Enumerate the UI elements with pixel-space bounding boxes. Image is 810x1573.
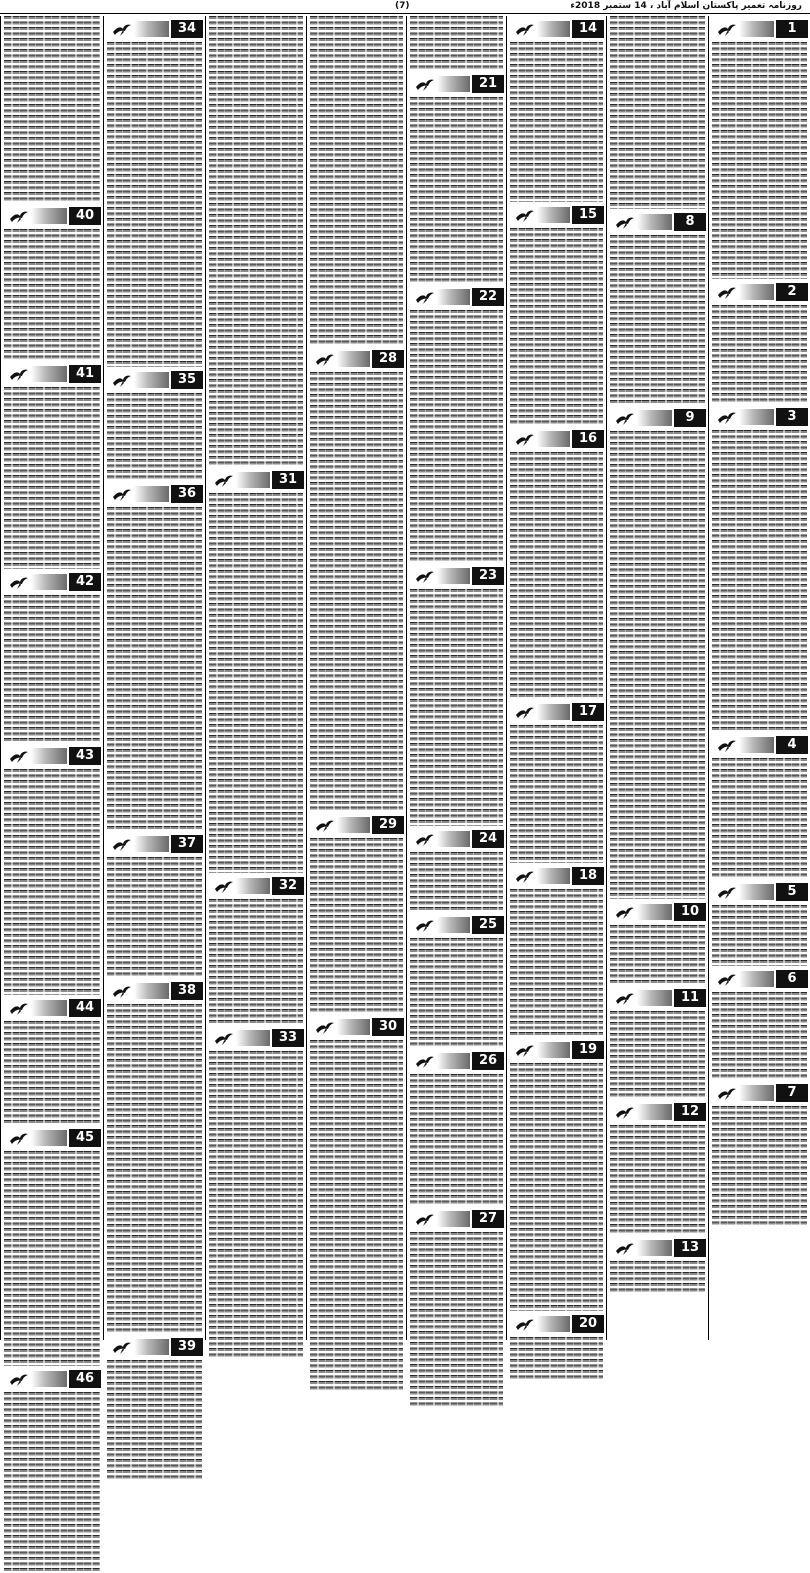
header-gradient-bar (637, 1104, 672, 1120)
section-header (609, 1102, 706, 1122)
section-header (208, 470, 304, 490)
section-header (106, 981, 203, 1001)
section-header (409, 915, 504, 935)
section-header (609, 902, 706, 922)
section-number: 44 (69, 999, 101, 1017)
section-number: 15 (572, 206, 604, 224)
bird-ornament-icon (112, 22, 132, 36)
header-gradient-bar (437, 1211, 470, 1227)
bird-ornament-icon (415, 290, 435, 304)
section-header (409, 1209, 504, 1229)
article-text-block (410, 310, 503, 563)
header-gradient-bar (739, 21, 774, 37)
section-number: 46 (69, 1370, 101, 1388)
section-number: 22 (472, 288, 504, 306)
column-8 (708, 16, 810, 1340)
section-number: 43 (69, 747, 101, 765)
header-gradient-bar (537, 1042, 570, 1058)
article-text-block (107, 393, 202, 481)
newspaper-title: روزنامہ تعمیر پاکستان اسلام آباد ، 14 ستمبر 2018ء (570, 1, 802, 11)
section-header (609, 408, 706, 428)
section-header (3, 364, 101, 384)
article-text-block (712, 905, 807, 966)
section-number: 41 (69, 365, 101, 383)
section-header (106, 370, 203, 390)
bird-ornament-icon (515, 208, 535, 222)
header-gradient-bar (437, 917, 470, 933)
section-number: 27 (472, 1210, 504, 1228)
article-text-block (107, 507, 202, 832)
article-text-block (510, 228, 603, 426)
header-gradient-bar (739, 284, 774, 300)
article-text-block (310, 16, 403, 346)
bird-ornament-icon (717, 885, 737, 899)
section-number: 16 (572, 430, 604, 448)
header-gradient-bar (739, 1085, 774, 1101)
section-header (711, 969, 808, 989)
column-3 (205, 16, 306, 1340)
section-number: 18 (572, 867, 604, 885)
bird-ornament-icon (214, 879, 234, 893)
article-text-block (4, 1151, 100, 1366)
column-2 (103, 16, 205, 1340)
header-gradient-bar (437, 76, 470, 92)
section-header (409, 74, 504, 94)
section-header (106, 834, 203, 854)
section-number: 31 (272, 471, 304, 489)
article-text-block (410, 852, 503, 913)
header-gradient-bar (739, 409, 774, 425)
article-text-block (410, 16, 503, 71)
section-header (208, 1028, 304, 1048)
article-text-block (4, 1392, 100, 1573)
bird-ornament-icon (717, 972, 737, 986)
bird-ornament-icon (9, 575, 29, 589)
section-header (509, 19, 604, 39)
article-text-block (510, 42, 603, 202)
section-header (711, 1083, 808, 1103)
section-number: 24 (472, 830, 504, 848)
section-header (409, 1051, 504, 1071)
section-number: 9 (674, 409, 706, 427)
header-gradient-bar (739, 884, 774, 900)
bird-ornament-icon (415, 77, 435, 91)
section-header (711, 19, 808, 39)
section-header (509, 702, 604, 722)
header-gradient-bar (337, 817, 370, 833)
bird-ornament-icon (112, 373, 132, 387)
article-text-block (209, 899, 303, 1026)
column-5 (406, 16, 506, 1340)
section-number: 25 (472, 916, 504, 934)
section-header (3, 998, 101, 1018)
section-number: 23 (472, 567, 504, 585)
section-header (106, 484, 203, 504)
section-header (409, 287, 504, 307)
article-text-block (410, 1074, 503, 1206)
section-header (309, 815, 404, 835)
section-number: 35 (171, 371, 203, 389)
article-text-block (510, 1063, 603, 1311)
section-header (711, 882, 808, 902)
header-gradient-bar (437, 568, 470, 584)
header-gradient-bar (31, 748, 67, 764)
header-gradient-bar (337, 351, 370, 367)
article-text-block (510, 725, 603, 863)
bird-ornament-icon (615, 411, 635, 425)
section-header (609, 988, 706, 1008)
header-gradient-bar (31, 1371, 67, 1387)
header-gradient-bar (236, 878, 270, 894)
section-header (309, 349, 404, 369)
section-header (409, 566, 504, 586)
article-text-block (310, 1040, 403, 1392)
header-gradient-bar (537, 431, 570, 447)
bird-ornament-icon (315, 352, 335, 366)
article-text-block (107, 1360, 202, 1481)
article-text-block (712, 42, 807, 279)
bird-ornament-icon (315, 1020, 335, 1034)
section-number: 13 (674, 1239, 706, 1257)
section-number: 21 (472, 75, 504, 93)
article-text-block (4, 595, 100, 744)
header-gradient-bar (637, 410, 672, 426)
article-text-block (410, 1232, 503, 1408)
article-text-block (510, 1337, 603, 1381)
section-header (509, 429, 604, 449)
bird-ornament-icon (515, 22, 535, 36)
section-number: 10 (674, 903, 706, 921)
article-text-block (209, 16, 303, 467)
header-gradient-bar (437, 831, 470, 847)
bird-ornament-icon (112, 984, 132, 998)
header-gradient-bar (537, 21, 570, 37)
bird-ornament-icon (415, 918, 435, 932)
header-gradient-bar (537, 1316, 570, 1332)
section-number: 34 (171, 20, 203, 38)
bird-ornament-icon (615, 215, 635, 229)
section-header (509, 205, 604, 225)
bird-ornament-icon (9, 367, 29, 381)
section-number: 40 (69, 207, 101, 225)
bird-ornament-icon (717, 410, 737, 424)
header-gradient-bar (537, 207, 570, 223)
header-gradient-bar (437, 289, 470, 305)
column-4 (306, 16, 406, 1340)
section-number: 38 (171, 982, 203, 1000)
section-header (711, 407, 808, 427)
bird-ornament-icon (515, 432, 535, 446)
page-number: (7) (395, 1, 410, 11)
article-text-block (712, 992, 807, 1080)
bird-ornament-icon (9, 1001, 29, 1015)
header-gradient-bar (31, 366, 67, 382)
header-gradient-bar (134, 983, 169, 999)
article-text-block (4, 1021, 100, 1126)
section-header (509, 1314, 604, 1334)
article-text-block (712, 1106, 807, 1227)
bird-ornament-icon (717, 22, 737, 36)
header-gradient-bar (739, 971, 774, 987)
section-header (711, 735, 808, 755)
header-gradient-bar (537, 868, 570, 884)
section-number: 6 (776, 970, 808, 988)
header-gradient-bar (134, 21, 169, 37)
section-header (309, 1017, 404, 1037)
article-text-block (4, 387, 100, 569)
header-gradient-bar (31, 1130, 67, 1146)
bird-ornament-icon (615, 991, 635, 1005)
section-number: 42 (69, 573, 101, 591)
section-header (711, 282, 808, 302)
column-6 (506, 16, 606, 1340)
article-text-block (610, 925, 705, 986)
section-number: 11 (674, 989, 706, 1007)
bird-ornament-icon (415, 569, 435, 583)
header-gradient-bar (637, 990, 672, 1006)
article-text-block (610, 1011, 705, 1099)
bird-ornament-icon (717, 1086, 737, 1100)
section-header (106, 1337, 203, 1357)
article-text-block (712, 430, 807, 733)
article-text-block (4, 229, 100, 361)
article-text-block (107, 42, 202, 367)
bird-ornament-icon (112, 1340, 132, 1354)
section-header (3, 746, 101, 766)
article-text-block (610, 1125, 705, 1235)
header-gradient-bar (637, 1240, 672, 1256)
article-text-block (712, 305, 807, 404)
section-number: 2 (776, 283, 808, 301)
section-header (609, 212, 706, 232)
section-header (3, 1369, 101, 1389)
section-number: 3 (776, 408, 808, 426)
bird-ornament-icon (9, 209, 29, 223)
header-gradient-bar (31, 1000, 67, 1016)
bird-ornament-icon (515, 705, 535, 719)
header-gradient-bar (236, 472, 270, 488)
bird-ornament-icon (615, 905, 635, 919)
bird-ornament-icon (112, 487, 132, 501)
header-gradient-bar (134, 372, 169, 388)
section-number: 33 (272, 1029, 304, 1047)
bird-ornament-icon (112, 837, 132, 851)
header-gradient-bar (31, 574, 67, 590)
section-header (409, 829, 504, 849)
section-header (3, 1128, 101, 1148)
bird-ornament-icon (717, 738, 737, 752)
header-gradient-bar (134, 836, 169, 852)
section-number: 4 (776, 736, 808, 754)
section-header (509, 1040, 604, 1060)
section-number: 14 (572, 20, 604, 38)
article-text-block (610, 431, 705, 899)
header-gradient-bar (637, 904, 672, 920)
header-gradient-bar (437, 1053, 470, 1069)
bird-ornament-icon (9, 1372, 29, 1386)
section-number: 8 (674, 213, 706, 231)
article-text-block (410, 938, 503, 1048)
bird-ornament-icon (415, 1054, 435, 1068)
bird-ornament-icon (9, 1131, 29, 1145)
masthead (0, 0, 810, 14)
section-number: 36 (171, 485, 203, 503)
section-header (3, 206, 101, 226)
bird-ornament-icon (515, 869, 535, 883)
article-text-block (107, 857, 202, 978)
bird-ornament-icon (615, 1105, 635, 1119)
header-gradient-bar (337, 1019, 370, 1035)
article-text-block (107, 1004, 202, 1334)
section-number: 12 (674, 1103, 706, 1121)
section-number: 32 (272, 877, 304, 895)
article-text-block (510, 889, 603, 1038)
header-gradient-bar (31, 208, 67, 224)
article-text-block (610, 16, 705, 209)
bird-ornament-icon (515, 1317, 535, 1331)
article-text-block (510, 452, 603, 700)
header-gradient-bar (236, 1030, 270, 1046)
article-text-block (209, 1051, 303, 1359)
article-text-block (209, 493, 303, 873)
bird-ornament-icon (717, 285, 737, 299)
section-number: 29 (372, 816, 404, 834)
section-number: 37 (171, 835, 203, 853)
column-1 (0, 16, 103, 1340)
section-number: 5 (776, 883, 808, 901)
bird-ornament-icon (9, 749, 29, 763)
article-text-block (4, 16, 100, 203)
section-number: 7 (776, 1084, 808, 1102)
section-number: 39 (171, 1338, 203, 1356)
article-text-block (410, 97, 503, 284)
article-text-block (610, 1261, 705, 1294)
article-text-block (410, 589, 503, 826)
section-header (208, 876, 304, 896)
column-7 (606, 16, 708, 1340)
section-number: 20 (572, 1315, 604, 1333)
bird-ornament-icon (615, 1241, 635, 1255)
bird-ornament-icon (415, 832, 435, 846)
article-text-block (4, 769, 100, 995)
header-gradient-bar (134, 1339, 169, 1355)
article-text-block (310, 838, 403, 1014)
section-header (509, 866, 604, 886)
header-gradient-bar (134, 486, 169, 502)
article-text-block (712, 758, 807, 879)
section-number: 45 (69, 1129, 101, 1147)
section-number: 26 (472, 1052, 504, 1070)
section-number: 28 (372, 350, 404, 368)
article-text-block (310, 372, 403, 812)
bird-ornament-icon (214, 1031, 234, 1045)
article-text-block (610, 235, 705, 406)
bird-ornament-icon (315, 818, 335, 832)
bird-ornament-icon (515, 1043, 535, 1057)
header-gradient-bar (637, 214, 672, 230)
section-number: 30 (372, 1018, 404, 1036)
bird-ornament-icon (214, 473, 234, 487)
section-header (106, 19, 203, 39)
section-number: 19 (572, 1041, 604, 1059)
section-number: 1 (776, 20, 808, 38)
header-gradient-bar (739, 737, 774, 753)
section-header (609, 1238, 706, 1258)
bird-ornament-icon (415, 1212, 435, 1226)
header-gradient-bar (537, 704, 570, 720)
section-number: 17 (572, 703, 604, 721)
section-header (3, 572, 101, 592)
